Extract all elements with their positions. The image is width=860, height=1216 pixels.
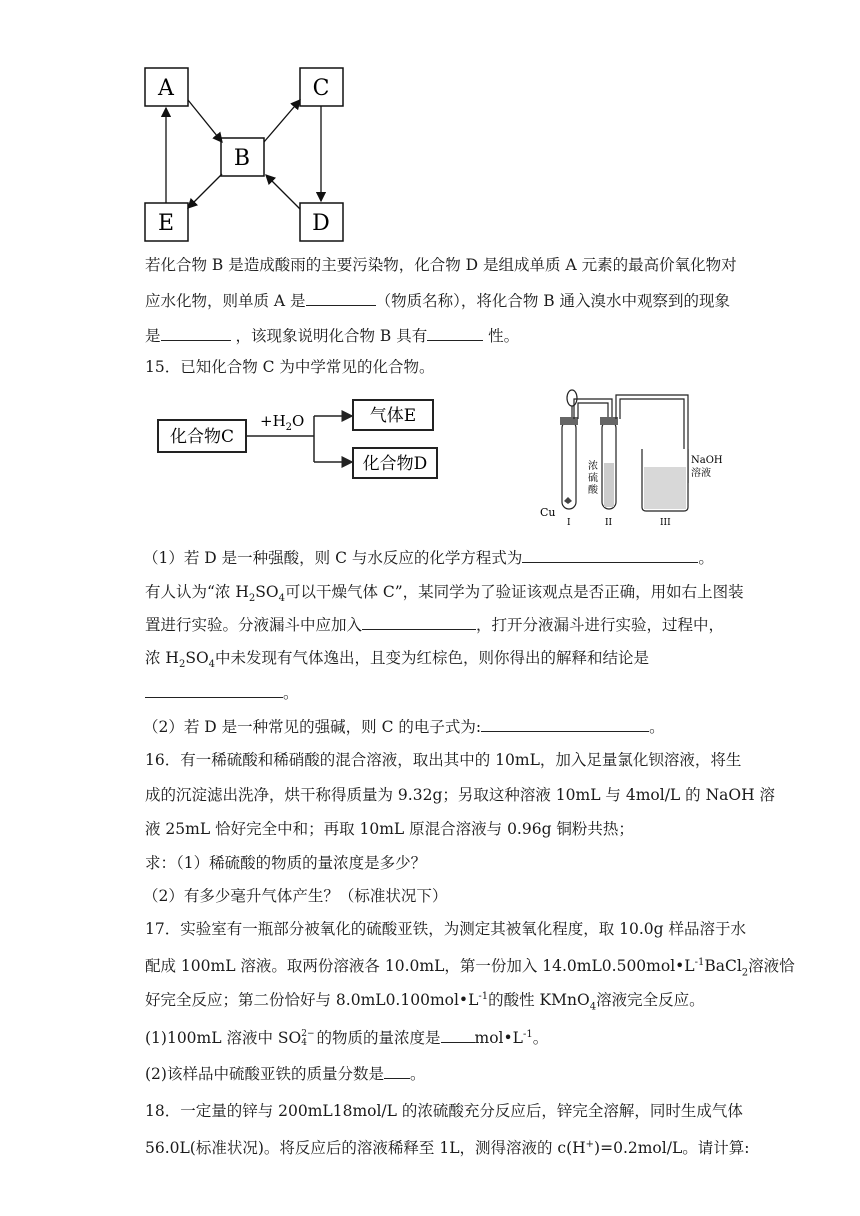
node-c-label: C xyxy=(312,76,330,101)
reaction-cycle-diagram xyxy=(140,62,355,247)
acid-label-3: 酸 xyxy=(588,485,598,496)
answer-blank[interactable] xyxy=(522,546,698,563)
answer-blank[interactable] xyxy=(145,681,283,698)
arrow-b-to-c xyxy=(264,100,300,142)
answer-blank[interactable] xyxy=(161,324,231,341)
q15-line3: 置进行实验。分液漏斗中应加入 ，打开分液漏斗进行实验，过程中， xyxy=(145,613,724,636)
stopper-2 xyxy=(600,417,618,425)
q16-line1: 16．有一稀硫酸和稀硝酸的混合溶液，取出其中的 10mL，加入足量氯化钡溶液，将生 xyxy=(145,751,742,769)
compound-d-label: 化合物D xyxy=(362,454,428,474)
q15-part1: （1）若 D 是一种强酸，则 C 与水反应的化学方程式为 。 xyxy=(143,546,714,569)
para-line-1: 若化合物 B 是造成酸雨的主要污染物，化合物 D 是组成单质 A 元素的最高价氧化物对 xyxy=(145,256,737,274)
node-e-label: E xyxy=(157,211,175,236)
q16-line4: 求：（1）稀硫酸的物质的量浓度是多少？ xyxy=(145,854,427,872)
q17-line5: (2)该样品中硫酸亚铁的质量分数是 。 xyxy=(145,1062,425,1085)
q17-line1: 17．实验室有一瓶部分被氧化的硫酸亚铁，为测定其被氧化程度，取 10.0g 样品溶于水 xyxy=(145,920,747,938)
q17-line4: (1)100mL 溶液中 SO 2− 4 的物质的量浓度是 $mol•L^{-1}$。 xyxy=(145,1024,548,1049)
q15-line5: 。 xyxy=(145,681,299,704)
q15-line4: 浓 $H_2SO_4$中未发现有气体逸出，且变为红棕色，则你得出的解释和结论是 xyxy=(145,649,650,671)
q18-line2: 56.0L(标准状况)。将反应后的溶液稀释至 1L，测得溶液的 c(H+)=0.2mol/L。请计算: xyxy=(145,1139,750,1158)
answer-blank[interactable] xyxy=(362,613,476,630)
solution-label: 溶液 xyxy=(691,468,711,479)
beaker-label: III xyxy=(660,518,671,528)
tube-2-label: II xyxy=(605,518,613,528)
answer-blank[interactable] xyxy=(427,324,483,341)
cu-label: Cu xyxy=(540,506,556,519)
lab-apparatus xyxy=(536,383,736,528)
stopper-1 xyxy=(560,417,578,425)
arrow-d-to-b xyxy=(266,175,300,209)
q16-line2: 成的沉淀滤出洗净，烘干称得质量为 9.32g；另取这种溶液 10mL 与 4mol/L 的 NaOH 溶 xyxy=(145,786,776,804)
flow-diagram xyxy=(146,388,446,490)
node-b-label: B xyxy=(233,146,251,171)
q16-line3: 液 25mL 恰好完全中和；再取 10mL 原混合溶液与 0.96g 铜粉共热； xyxy=(145,820,634,838)
acid-liquid xyxy=(604,463,614,507)
naoh-label: NaOH xyxy=(691,455,723,466)
q17-line2: 配成 100mL 溶液。取两份溶液各 10.0mL，第一份加入 $14.0mL0.500mol•L^{-1}BaCl_2$溶液恰 xyxy=(145,957,795,979)
answer-blank[interactable] xyxy=(384,1062,410,1079)
question-15-title: 15．已知化合物 C 为中学常见的化合物。 xyxy=(145,358,435,376)
gas-e-label: 气体E xyxy=(369,406,417,426)
arrow-b-to-e xyxy=(188,174,222,208)
q15-part2: （2）若 D 是一种常见的强碱，则 C 的电子式为: 。 xyxy=(143,715,665,738)
acid-label-1: 浓 xyxy=(588,461,598,472)
q15-line2: 有人认为“浓 $H_2SO_4$可以干燥气体 C”，某同学为了验证该观点是否正确，用如右上图装 xyxy=(145,583,744,605)
arrow-a-to-b xyxy=(188,100,222,142)
answer-blank[interactable] xyxy=(306,289,376,306)
node-a-label: A xyxy=(158,76,174,101)
para-line-2: 应水化物，则单质 A 是 （物质名称），将化合物 B 通入溴水中观察到的现象 xyxy=(145,289,730,312)
naoh-liquid xyxy=(644,467,686,509)
node-d-label: D xyxy=(312,211,330,236)
test-tube-1 xyxy=(562,421,576,509)
acid-label-2: 硫 xyxy=(588,473,598,484)
q18-line1: 18．一定量的锌与 200mL18mol/L 的浓硫酸充分反应后，锌完全溶解，同时生成气体 xyxy=(145,1102,743,1120)
answer-blank[interactable] xyxy=(481,715,649,732)
tube-1-label: I xyxy=(567,518,571,528)
compound-c-label: 化合物C xyxy=(169,427,235,447)
separatory-funnel xyxy=(567,390,577,406)
q17-line3: 好完全反应；第二份恰好与 $8.0mL0.100mol•L^{-1}$的酸性 KMnO$_4$溶液完全反应。 xyxy=(145,991,705,1013)
answer-blank[interactable] xyxy=(441,1026,475,1043)
water-label: $+H_2O$ xyxy=(260,412,305,433)
q16-line5: （2）有多少毫升气体产生？（标准状况下） xyxy=(143,887,448,905)
para-line-3: 是 ，该现象说明化合物 B 具有 性。 xyxy=(145,324,519,347)
